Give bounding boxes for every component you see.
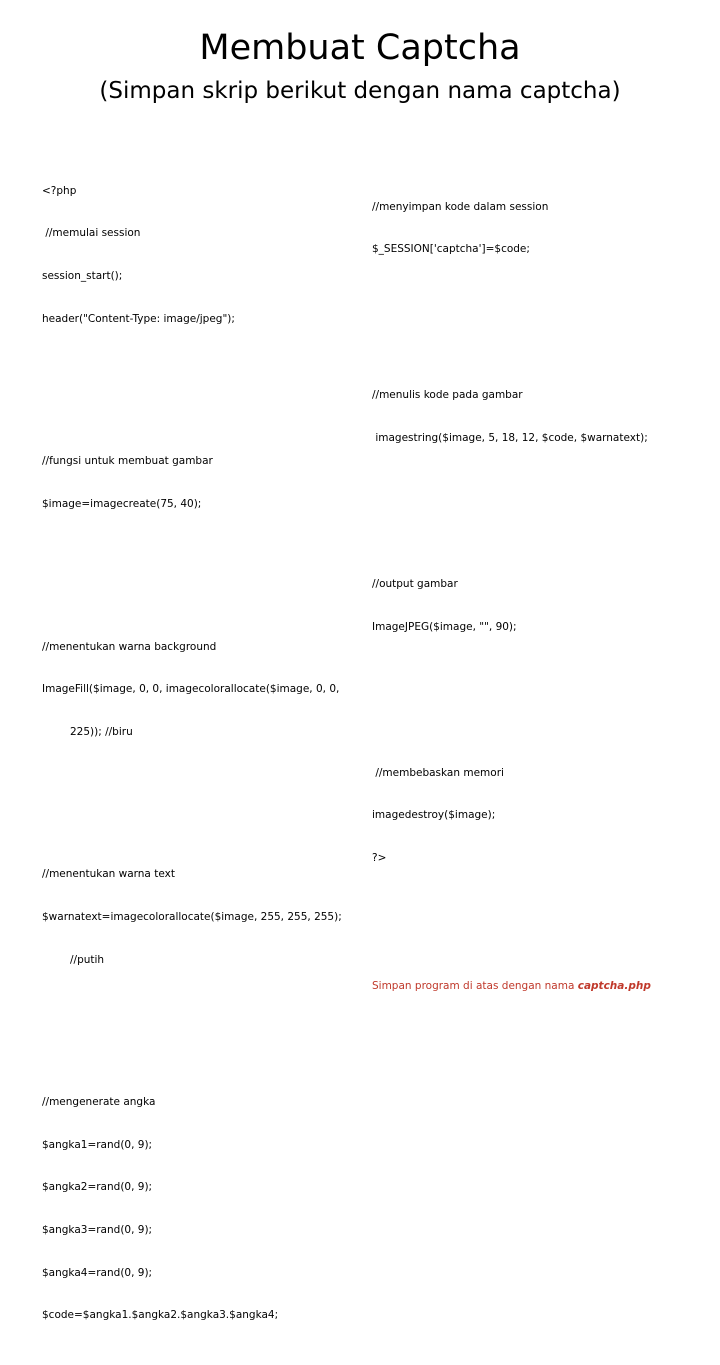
code-block-free-memory xyxy=(372,737,702,893)
code-line: //membebaskan memori xyxy=(372,766,504,779)
code-block-write-code xyxy=(372,360,702,474)
code-line: //output gambar xyxy=(372,578,458,591)
save-note-text: Simpan program di atas dengan nama xyxy=(372,979,578,992)
code-column-left xyxy=(42,127,347,1365)
code-line: $_SESSION['captcha']=$code; xyxy=(372,243,530,256)
code-line: <?php xyxy=(42,184,77,197)
code-line: imagedestroy($image); xyxy=(372,809,496,822)
code-line: header("Content-Type: image/jpeg"); xyxy=(42,312,235,325)
code-line: $image=imagecreate(75, 40); xyxy=(42,497,202,510)
code-line: //fungsi untuk membuat gambar xyxy=(42,455,213,468)
code-line: //menyimpan kode dalam session xyxy=(372,200,549,213)
code-line: $angka3=rand(0, 9); xyxy=(42,1224,153,1237)
code-line: ImageJPEG($image, "", 90); xyxy=(372,620,517,633)
code-line: ImageFill($image, 0, 0, imagecolorallocate($image, 0, 0, xyxy=(42,683,340,696)
code-block-background xyxy=(42,611,347,767)
save-note xyxy=(372,979,702,993)
code-line: //memulai session xyxy=(42,227,141,240)
code-block-output-image xyxy=(372,549,702,663)
code-line: //mengenerate angka xyxy=(42,1096,156,1109)
code-line: //putih xyxy=(70,953,105,966)
code-line: //menulis kode pada gambar xyxy=(372,389,523,402)
code-line: $angka2=rand(0, 9); xyxy=(42,1181,153,1194)
code-line: session_start(); xyxy=(42,270,123,283)
code-block-text-color xyxy=(42,839,347,995)
code-block-save-session xyxy=(372,171,702,285)
slide-subtitle: (Simpan skrip berikut dengan nama captcha) xyxy=(99,78,621,104)
code-line: ?> xyxy=(372,851,387,864)
code-line: $angka1=rand(0, 9); xyxy=(42,1138,153,1151)
code-line: 225)); //biru xyxy=(70,725,133,738)
slide-title: Membuat Captcha xyxy=(199,28,521,68)
code-line: $angka4=rand(0, 9); xyxy=(42,1266,153,1279)
code-line: $code=$angka1.$angka2.$angka3.$angka4; xyxy=(42,1309,279,1322)
code-line: //menentukan warna background xyxy=(42,640,217,653)
code-block-create-image xyxy=(42,426,347,540)
code-block-generate-numbers xyxy=(42,1067,347,1351)
code-line: $warnatext=imagecolorallocate($image, 255, 255, 255); xyxy=(42,910,342,923)
save-note-filename: captcha.php xyxy=(577,979,651,992)
code-line: //menentukan warna text xyxy=(42,868,175,881)
code-column-right xyxy=(372,143,702,1007)
code-line: imagestring($image, 5, 18, 12, $code, $warnatext); xyxy=(372,432,648,445)
code-block-session-start xyxy=(42,155,347,354)
